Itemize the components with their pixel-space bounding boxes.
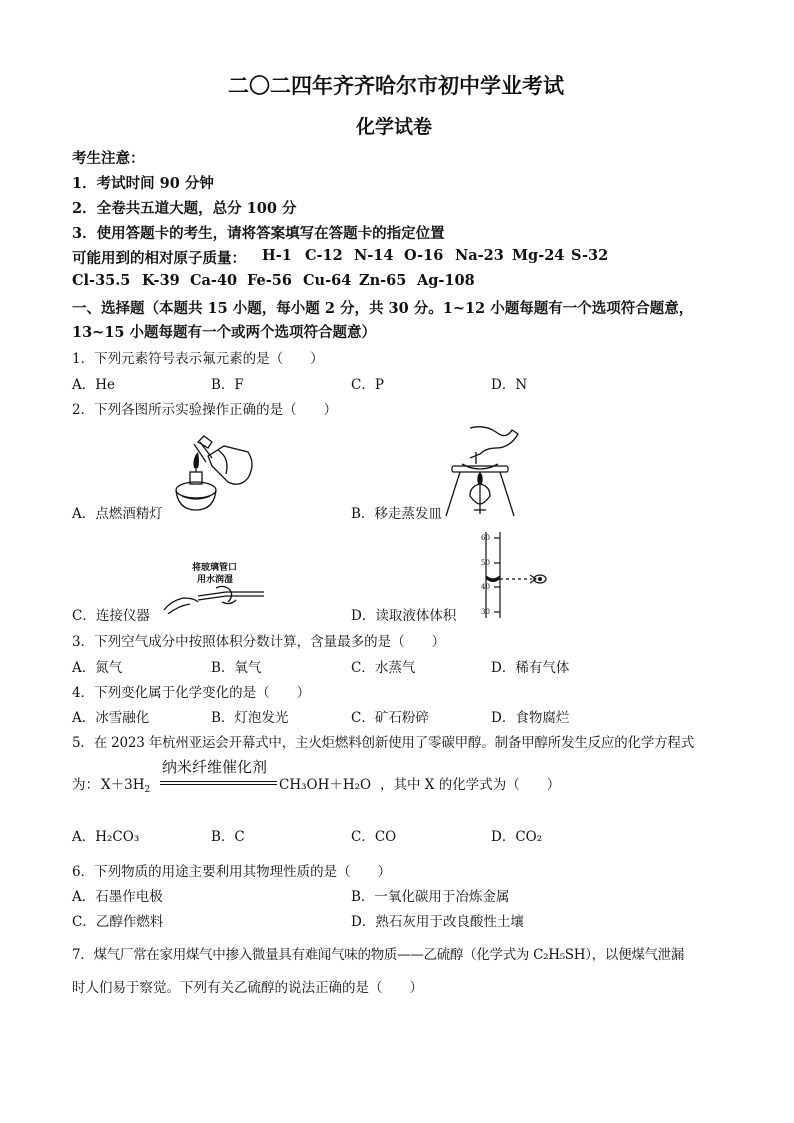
q5-eq-suffix: ，其中 X 的化学式为（ ）	[380, 777, 561, 793]
section1-heading-line2: 13~15 小题每题有一个或两个选项符合题意）	[72, 324, 377, 341]
q5-option-a: A．H₂CO₃	[72, 829, 140, 845]
atomic-mass-zn: Zn-65	[359, 272, 407, 289]
page-subtitle: 化学试卷	[356, 116, 433, 138]
q1-option-b: B．F	[211, 377, 244, 393]
cylinder-tick-40: 40	[481, 583, 490, 591]
notice-item-2: 2．全卷共五道大题，总分 100 分	[72, 200, 297, 217]
section1-heading-line1: 一、选择题（本题共 15 小题，每小题 2 分，共 30 分。1~12 小题每题有一个选项符合题意，	[72, 300, 694, 317]
atomic-mass-s: S-32	[571, 247, 609, 264]
q3-option-b: B．氧气	[211, 660, 262, 676]
q5-eq-line-top	[160, 781, 277, 782]
q4-option-d: D．食物腐烂	[491, 710, 570, 726]
q3-option-d: D．稀有气体	[491, 660, 570, 676]
atomic-mass-h: H-1	[262, 247, 292, 264]
atomic-mass-ca: Ca-40	[190, 272, 238, 289]
q2-stem: 2．下列各图所示实验操作正确的是（ ）	[72, 402, 338, 418]
atomic-mass-label: 可能用到的相对原子质量：	[72, 250, 246, 267]
atomic-mass-o: O-16	[404, 247, 444, 264]
q5-catalyst: 纳米纤维催化剂	[162, 758, 268, 776]
notice-header: 考生注意：	[72, 150, 145, 167]
evaporating-dish-figure	[440, 424, 525, 519]
notice-item-3: 3．使用答题卡的考生，请将答案填写在答题卡的指定位置	[72, 225, 445, 242]
cylinder-tick-50: 50	[481, 559, 490, 567]
atomic-mass-cl: Cl-35.5	[72, 272, 131, 289]
q2-option-c: C．连接仪器	[72, 608, 150, 624]
q5-eq-right: CH₃OH＋H₂O	[279, 777, 372, 793]
atomic-mass-fe: Fe-56	[247, 272, 292, 289]
q2-option-b: B．移走蒸发皿	[351, 506, 442, 522]
q6-option-a: A．石墨作电极	[72, 889, 163, 905]
q7-stem-line2: 时人们易于察觉。下列有关乙硫醇的说法正确的是（ ）	[72, 980, 423, 996]
q2-c-caption-2: 用水润湿	[197, 575, 234, 585]
q3-option-a: A．氮气	[72, 660, 123, 676]
q5-option-c: C．CO	[351, 829, 397, 845]
notice-item-1: 1．考试时间 90 分钟	[72, 175, 214, 192]
q5-stem-line1: 5．在 2023 年杭州亚运会开幕式中，主火炬燃料创新使用了零碳甲醇。制备甲醇所发生反应的化学方程式	[72, 735, 695, 751]
q5-eq-left: $X+3H_2$	[101, 777, 151, 795]
atomic-mass-c: C-12	[305, 247, 343, 264]
graduated-cylinder-figure	[466, 530, 556, 620]
cylinder-tick-60: 60	[481, 534, 490, 542]
q6-option-b: B．一氧化碳用于冶炼金属	[351, 889, 510, 905]
atomic-mass-cu: Cu-64	[303, 272, 352, 289]
q6-option-d: D．熟石灰用于改良酸性土壤	[351, 914, 524, 930]
q2-option-a: A．点燃酒精灯	[72, 506, 163, 522]
q3-option-c: C．水蒸气	[351, 660, 416, 676]
glass-tube-connection-figure	[160, 580, 270, 614]
q2-option-d: D．读取液体体积	[351, 608, 457, 624]
q5-option-b: B．C	[211, 829, 245, 845]
atomic-mass-ag: Ag-108	[417, 272, 475, 289]
q3-stem: 3．下列空气成分中按照体积分数计算，含量最多的是（ ）	[72, 634, 446, 650]
q1-option-c: C．P	[351, 377, 384, 393]
q5-eq-line-bottom	[160, 784, 277, 785]
alcohol-lamp-figure	[168, 432, 258, 517]
q4-stem: 4．下列变化属于化学变化的是（ ）	[72, 685, 311, 701]
q1-option-a: A．He	[72, 377, 116, 393]
q4-option-c: C．矿石粉碎	[351, 710, 429, 726]
q6-option-c: C．乙醇作燃料	[72, 914, 164, 930]
atomic-mass-na: Na-23	[455, 247, 504, 264]
atomic-mass-k: K-39	[142, 272, 180, 289]
atomic-mass-n: N-14	[354, 247, 394, 264]
q7-stem-line1: 7．煤气厂常在家用煤气中掺入微量具有难闻气味的物质——乙硫醇（化学式为 C₂H₅SH），以便煤气泄漏	[72, 947, 685, 963]
q1-option-d: D．N	[491, 377, 528, 393]
cylinder-tick-30: 30	[481, 608, 490, 616]
q6-stem: 6．下列物质的用途主要利用其物理性质的是（ ）	[72, 864, 392, 880]
atomic-mass-mg: Mg-24	[512, 247, 565, 264]
page-title: 二〇二四年齐齐哈尔市初中学业考试	[228, 73, 564, 98]
q2-c-caption-1: 将玻璃管口	[192, 563, 238, 573]
q4-option-b: B．灯泡发光	[211, 710, 289, 726]
q1-stem: 1．下列元素符号表示氟元素的是（ ）	[72, 351, 324, 367]
q4-option-a: A．冰雪融化	[72, 710, 150, 726]
q5-option-d: D．CO₂	[491, 829, 543, 845]
q5-eq-prefix: 为：	[72, 777, 99, 793]
